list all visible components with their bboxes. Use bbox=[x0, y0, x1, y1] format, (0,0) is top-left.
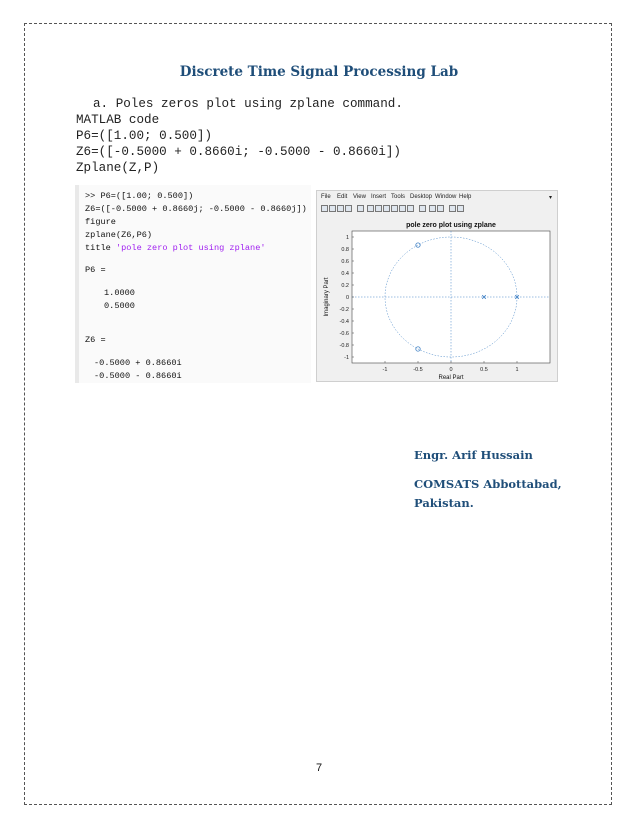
open-file-icon[interactable] bbox=[329, 205, 336, 212]
zoom-in-icon[interactable] bbox=[367, 205, 374, 212]
y-tick-label: -0.8 bbox=[339, 343, 349, 349]
console-title-string: 'pole zero plot using zplane' bbox=[115, 243, 266, 253]
x-tick-label: 1 bbox=[515, 367, 519, 373]
console-z6-label: Z6 = bbox=[85, 335, 106, 345]
menu-desktop[interactable]: Desktop bbox=[410, 194, 433, 200]
y-tick-label: 0.8 bbox=[341, 247, 349, 253]
list-item-poles-zeros bbox=[76, 96, 403, 112]
console-z6-value-2: -0.5000 - 0.8660i bbox=[94, 371, 182, 381]
matlab-code-label: MATLAB code bbox=[76, 113, 160, 127]
colorbar-icon[interactable] bbox=[429, 205, 436, 212]
y-tick-label: 0.4 bbox=[341, 271, 349, 277]
menu-insert[interactable]: Insert bbox=[371, 194, 387, 200]
pan-icon[interactable] bbox=[383, 205, 390, 212]
console-line-3: figure bbox=[85, 217, 116, 227]
console-z6-value-1: -0.5000 + 0.8660i bbox=[94, 358, 182, 368]
list-item-text: Poles zeros plot using zplane command. bbox=[115, 97, 403, 111]
console-line-5 bbox=[85, 243, 266, 253]
y-tick-label: 0 bbox=[345, 295, 349, 301]
y-tick-label: 1 bbox=[345, 235, 349, 241]
author-org-line-2: Pakistan. bbox=[414, 496, 474, 510]
console-line-4: zplane(Z6,P6) bbox=[85, 230, 153, 240]
pole-zero-chart bbox=[317, 215, 557, 381]
author-org-line-1: COMSATS Abbottabad, bbox=[414, 477, 562, 491]
y-axis-label: Imaginary Part bbox=[324, 277, 330, 317]
menu-view[interactable]: View bbox=[353, 194, 366, 200]
console-p6-value-2: 0.5000 bbox=[104, 301, 135, 311]
chart-title: pole zero plot using zplane bbox=[406, 222, 496, 229]
page-title: Discrete Time Signal Processing Lab bbox=[179, 64, 459, 80]
x-tick-label: -1 bbox=[382, 367, 388, 373]
hide-tools-icon[interactable] bbox=[449, 205, 456, 212]
rotate-icon[interactable] bbox=[391, 205, 398, 212]
console-line-2: Z6=([-0.5000 + 0.8660j; -0.5000 - 0.8660j]) bbox=[85, 204, 307, 214]
menu-overflow-icon[interactable]: ▾ bbox=[549, 195, 553, 201]
legend-icon[interactable] bbox=[437, 205, 444, 212]
show-tools-icon[interactable] bbox=[457, 205, 464, 212]
edit-plot-icon[interactable] bbox=[357, 205, 364, 212]
y-tick-label: -0.4 bbox=[339, 319, 349, 325]
menu-tools[interactable]: Tools bbox=[391, 194, 406, 200]
y-tick-label: -0.2 bbox=[339, 307, 349, 313]
menu-file[interactable]: File bbox=[321, 194, 331, 200]
print-icon[interactable] bbox=[345, 205, 352, 212]
y-tick-label: 0.2 bbox=[341, 283, 349, 289]
x-tick-label: -0.5 bbox=[413, 367, 423, 373]
list-marker: a. bbox=[93, 97, 109, 111]
code-line-1: P6=([1.00; 0.500]) bbox=[76, 129, 213, 143]
console-p6-value-1: 1.0000 bbox=[104, 288, 135, 298]
x-tick-label: 0 bbox=[449, 367, 453, 373]
code-line-3: Zplane(Z,P) bbox=[76, 161, 160, 175]
code-line-2: Z6=([-0.5000 + 0.8660i; -0.5000 - 0.8660i]) bbox=[76, 145, 401, 159]
y-tick-label: 0.6 bbox=[341, 259, 349, 265]
y-tick-label: -0.6 bbox=[339, 331, 349, 337]
save-icon[interactable] bbox=[337, 205, 344, 212]
menu-help[interactable]: Help bbox=[459, 194, 472, 200]
author-name: Engr. Arif Hussain bbox=[414, 448, 533, 462]
console-title-cmd: title bbox=[85, 243, 116, 253]
brush-icon[interactable] bbox=[407, 205, 414, 212]
matlab-command-window bbox=[75, 185, 311, 383]
new-figure-icon[interactable] bbox=[321, 205, 328, 212]
menu-edit[interactable]: Edit bbox=[337, 194, 348, 200]
link-icon[interactable] bbox=[419, 205, 426, 212]
page-number: 7 bbox=[315, 762, 323, 774]
matlab-figure-window bbox=[316, 190, 558, 382]
zoom-out-icon[interactable] bbox=[375, 205, 382, 212]
x-tick-label: 0.5 bbox=[480, 367, 488, 373]
console-line-1: >> P6=([1.00; 0.500]) bbox=[85, 191, 194, 201]
console-p6-label: P6 = bbox=[85, 265, 106, 275]
x-axis-label: Real Part bbox=[438, 375, 464, 381]
data-cursor-icon[interactable] bbox=[399, 205, 406, 212]
menu-window[interactable]: Window bbox=[435, 194, 457, 200]
y-tick-label: -1 bbox=[344, 355, 349, 361]
